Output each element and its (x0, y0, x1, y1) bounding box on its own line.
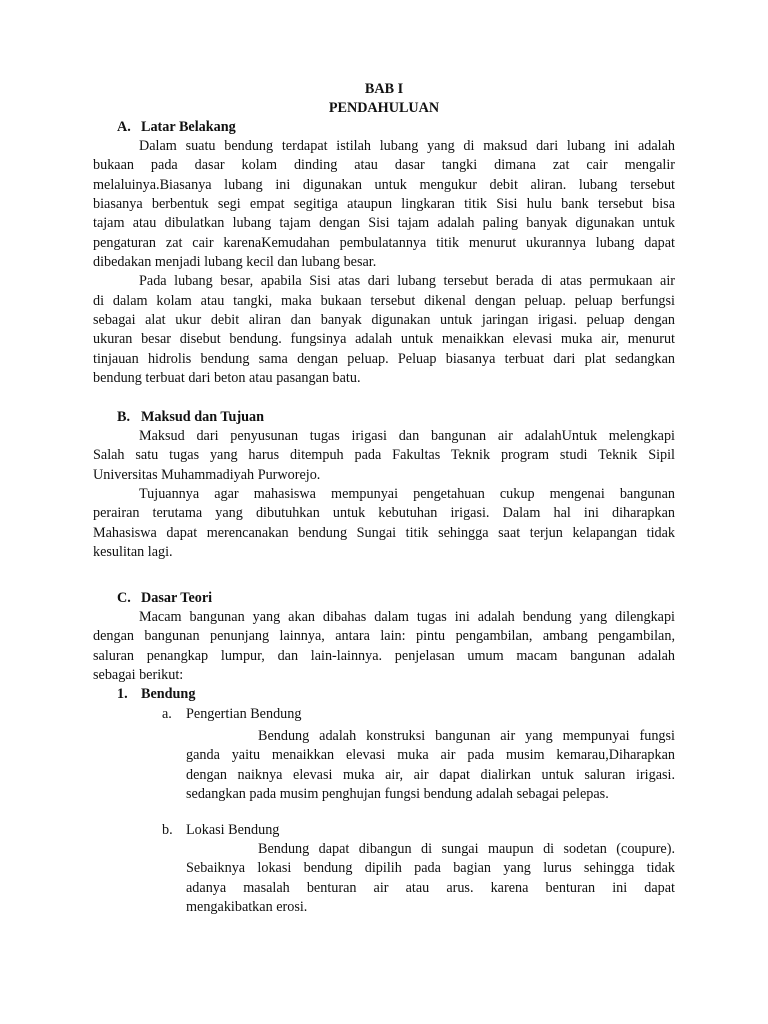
sub-a-line: dengan naiknya elevasi muka air, air dapat dialirkan untuk saluran irigasi. (186, 767, 675, 783)
section-c-p1-line: dengan bangunan penunjang lainnya, antara lain: pintu pengambilan, ambang pengambilan, (93, 628, 675, 644)
sub-b-heading: Lokasi Bendung (186, 822, 280, 838)
chapter-title: PENDAHULUAN (328, 100, 440, 116)
sub-b-line: Sebaiknya lokasi bendung dipilih pada bagian yang lurus sehingga tidak (186, 860, 675, 876)
section-a-p1-line: melaluinya.Biasanya lubang ini digunakan untuk mengukur debit aliran. lubang tersebut (93, 177, 675, 193)
section-a-p2-line: tinjauan hidrolis bendung sama dengan peluap. Peluap biasanya terbuat dari plat sedangkan (93, 351, 675, 367)
section-c-heading: Dasar Teori (141, 590, 213, 606)
sub-b-line: adanya masalah benturan air atau arus. karena benturan ini dapat (186, 880, 675, 896)
section-a-p1-line: bukaan pada dasar kolam dinding atau dasar tangki dimana zat cair mengalir (93, 157, 675, 173)
section-a-p1-line: dibedakan menjadi lubang kecil dan lubang besar. (93, 254, 377, 270)
section-a-p2-line: ukuran besar disebut bendung. fungsinya adalah untuk menaikkan elevasi muka air, menurut (93, 331, 675, 347)
section-b-p1-line: Salah satu tugas yang harus ditempuh pada Fakultas Teknik program studi Teknik Sipil (93, 447, 675, 463)
sub-b-line: mengakibatkan erosi. (186, 899, 308, 915)
sub-b-line: Bendung dapat dibangun di sungai maupun di sodetan (coupure). (258, 841, 675, 857)
section-b-p2-line: kesulitan lagi. (93, 544, 173, 560)
section-b-p1-line: Universitas Muhammadiyah Purworejo. (93, 467, 321, 483)
sub-a-label: a. (162, 706, 172, 722)
section-a-p2-line: Pada lubang besar, apabila Sisi atas dari lubang tersebut berada di atas permukaan air (139, 273, 675, 289)
section-b-p2-line: Tujuannya agar mahasiswa mempunyai pengetahuan cukup mengenai bangunan (139, 486, 675, 502)
sub-b-label: b. (162, 822, 173, 838)
section-b-p2-line: perairan terutama yang dibutuhkan untuk kebutuhan irigasi. Dalam hal ini diharapkan (93, 505, 675, 521)
section-b-heading: Maksud dan Tujuan (141, 409, 265, 425)
sub-a-heading: Pengertian Bendung (186, 706, 302, 722)
section-a-p2-line: sebagai alat ukur debit aliran dan banyak digunakan untuk jaringan irigasi. peluap dengan (93, 312, 675, 328)
item-1-number: 1. (117, 686, 128, 702)
section-b-label: B. (117, 409, 131, 425)
section-c-label: C. (117, 590, 131, 606)
section-c-p1-line: Macam bangunan yang akan dibahas dalam tugas ini adalah bendung yang dilengkapi (139, 609, 675, 625)
section-a-p1-line: biasanya berbentuk segi empat segitiga ataupun lingkaran titik Sisi hulu bank tersebut bisa (93, 196, 675, 212)
sub-a-line: Bendung adalah konstruksi bangunan air yang mempunyai fungsi (258, 728, 675, 744)
section-a-p1-line: pengaturan zat cair karenaKemudahan pembulatannya titik menurut ukurannya lubang dapat (93, 235, 675, 251)
sub-a-line: sedangkan pada musim penghujan fungsi bendung adalah sebagai pelepas. (186, 786, 609, 802)
section-a-label: A. (117, 119, 131, 135)
section-c-p1-line: sebagai berikut: (93, 667, 184, 683)
section-a-p2-line: bendung terbuat dari beton atau pasangan batu. (93, 370, 361, 386)
section-a-p1-line: tajam atau dibulatkan lubang tajam dengan Sisi tajam adalah paling banyak digunakan untuk (93, 215, 675, 231)
sub-a-line: ganda yaitu menaikkan elevasi muka air pada musim kemarau,Diharapkan (186, 747, 675, 763)
section-b-p1-line: Maksud dari penyusunan tugas irigasi dan bangunan air adalahUntuk melengkapi (139, 428, 675, 444)
section-b-p2-line: Mahasiswa dapat merencanakan bendung Sungai titik sehingga saat terjun kelapangan tidak (93, 525, 675, 541)
item-1-heading: Bendung (141, 686, 196, 702)
section-c-p1-line: saluran penangkap lumpur, dan lain-lainnya. penjelasan umum macam bangunan adalah (93, 648, 675, 664)
chapter-number: BAB I (364, 81, 404, 97)
section-a-p1-line: Dalam suatu bendung terdapat istilah lubang yang di maksud dari lubang ini adalah (139, 138, 675, 154)
section-a-p2-line: di dalam kolam atau tangki, maka bukaan tersebut dikenal dengan peluap. peluap berfungsi (93, 293, 675, 309)
section-a-heading: Latar Belakang (141, 119, 236, 135)
